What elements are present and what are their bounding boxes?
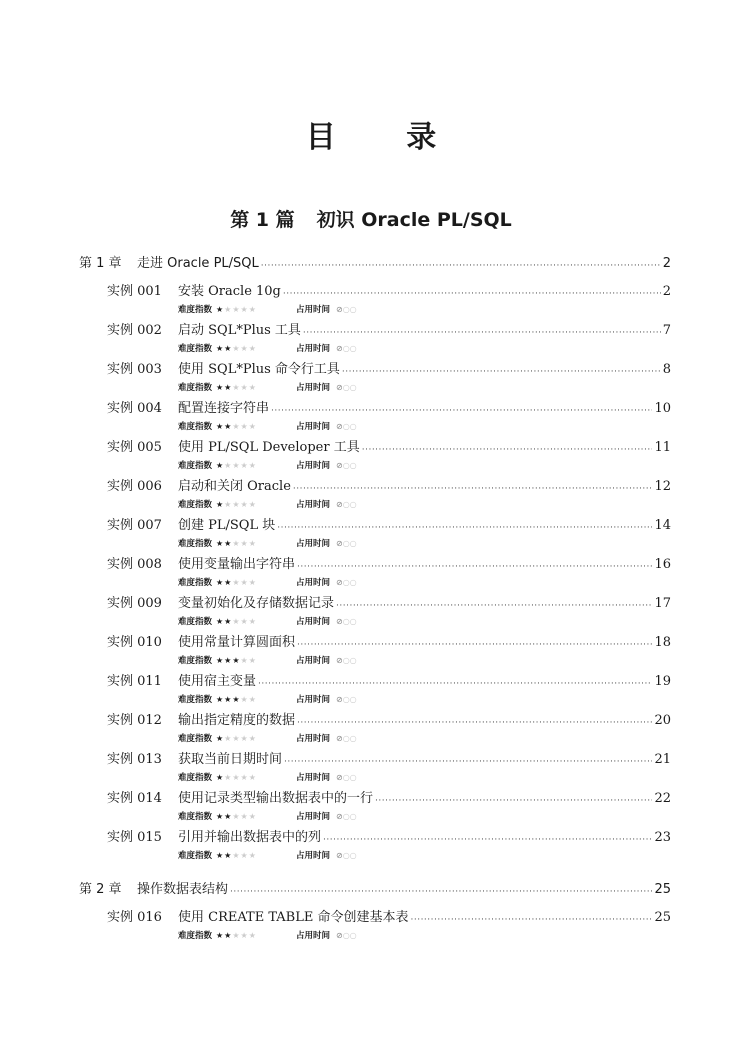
leader-dots <box>271 404 652 418</box>
difficulty-label: 难度指数 <box>178 305 213 315</box>
toc-example-entry[interactable] <box>107 790 671 808</box>
difficulty-stars <box>216 695 296 704</box>
toc-example-entry[interactable] <box>107 322 671 340</box>
toc-example-entry[interactable] <box>107 556 671 574</box>
star-icon: ★ <box>216 421 225 431</box>
clock-icon: ⊘○○ <box>336 850 357 860</box>
chapter-title: 走进 Oracle PL/SQL <box>137 256 259 271</box>
example-block <box>0 400 742 434</box>
star-icon: ★ <box>224 811 233 821</box>
difficulty-label: 难度指数 <box>178 734 213 744</box>
example-block <box>0 595 742 629</box>
example-block <box>0 634 742 668</box>
time-label: 占用时间 <box>296 539 331 549</box>
part-number: 第 1 篇 <box>230 209 295 231</box>
star-icon: ★ <box>224 343 233 353</box>
star-icon: ★ <box>240 421 249 431</box>
toc-example-entry[interactable] <box>107 361 671 379</box>
difficulty-label: 难度指数 <box>178 851 213 861</box>
star-icon: ★ <box>240 655 249 665</box>
star-icon: ★ <box>232 655 241 665</box>
difficulty-label: 难度指数 <box>178 461 213 471</box>
leader-dots <box>362 443 653 457</box>
clock-icon: ⊘○○ <box>336 421 357 431</box>
star-icon: ★ <box>248 694 257 704</box>
star-icon: ★ <box>232 772 241 782</box>
difficulty-label: 难度指数 <box>178 539 213 549</box>
clock-icon: ⊘○○ <box>336 733 357 743</box>
toc-example-entry[interactable] <box>107 673 671 691</box>
star-icon: ★ <box>232 460 241 470</box>
page-number: 19 <box>654 674 671 689</box>
example-block <box>0 439 742 473</box>
page-number: 16 <box>654 557 671 572</box>
chapter-number: 第 2 章 <box>79 882 122 897</box>
star-icon: ★ <box>232 304 241 314</box>
example-meta <box>178 379 742 395</box>
leader-dots <box>284 755 652 769</box>
example-number: 实例 010 <box>107 635 162 650</box>
star-icon: ★ <box>216 733 225 743</box>
star-icon: ★ <box>232 733 241 743</box>
time-label: 占用时间 <box>296 422 331 432</box>
chapter-title: 操作数据表结构 <box>137 882 229 897</box>
star-icon: ★ <box>232 343 241 353</box>
page-number: 23 <box>654 830 671 845</box>
example-meta <box>178 535 742 551</box>
time-label: 占用时间 <box>296 461 331 471</box>
star-icon: ★ <box>216 850 225 860</box>
star-icon: ★ <box>248 460 257 470</box>
star-icon: ★ <box>216 304 225 314</box>
example-title: 变量初始化及存储数据记录 <box>178 596 335 611</box>
star-icon: ★ <box>248 930 257 940</box>
example-number: 实例 009 <box>107 596 162 611</box>
star-icon: ★ <box>248 733 257 743</box>
star-icon: ★ <box>248 538 257 548</box>
star-icon: ★ <box>232 421 241 431</box>
toc-example-entry[interactable] <box>107 478 671 496</box>
page-number: 12 <box>654 479 671 494</box>
time-label: 占用时间 <box>296 851 331 861</box>
page-number: 22 <box>654 791 671 806</box>
toc-example-entry[interactable] <box>107 283 671 301</box>
page-number: 11 <box>654 440 671 455</box>
example-meta <box>178 574 742 590</box>
leader-dots <box>323 833 652 847</box>
star-icon: ★ <box>248 304 257 314</box>
star-icon: ★ <box>240 733 249 743</box>
star-icon: ★ <box>240 304 249 314</box>
star-icon: ★ <box>216 460 225 470</box>
time-label: 占用时间 <box>296 500 331 510</box>
example-number: 实例 001 <box>107 284 162 299</box>
star-icon: ★ <box>224 616 233 626</box>
star-icon: ★ <box>240 772 249 782</box>
part-name: 初识 Oracle PL/SQL <box>316 209 512 231</box>
toc-example-entry[interactable] <box>107 909 671 927</box>
toc-example-entry[interactable] <box>107 595 671 613</box>
chapter-block <box>0 877 742 943</box>
toc-example-entry[interactable] <box>107 517 671 535</box>
difficulty-label: 难度指数 <box>178 383 213 393</box>
time-label: 占用时间 <box>296 656 331 666</box>
difficulty-stars <box>216 734 296 743</box>
star-icon: ★ <box>224 655 233 665</box>
example-meta <box>178 496 742 512</box>
page-title: 目 录 <box>305 120 467 155</box>
example-number: 实例 013 <box>107 752 162 767</box>
page-number: 10 <box>654 401 671 416</box>
star-icon: ★ <box>248 499 257 509</box>
example-title: 输出指定精度的数据 <box>178 713 296 728</box>
difficulty-label: 难度指数 <box>178 656 213 666</box>
page-number: 18 <box>654 635 671 650</box>
star-icon: ★ <box>240 694 249 704</box>
toc-example-entry[interactable] <box>107 751 671 769</box>
example-meta <box>178 730 742 746</box>
example-meta <box>178 769 742 785</box>
star-icon: ★ <box>216 930 225 940</box>
leader-dots <box>303 326 661 340</box>
example-block <box>0 712 742 746</box>
star-icon: ★ <box>224 577 233 587</box>
star-icon: ★ <box>232 382 241 392</box>
example-title: 引用并输出数据表中的列 <box>178 830 322 845</box>
page-number: 2 <box>662 256 671 271</box>
difficulty-label: 难度指数 <box>178 578 213 588</box>
star-icon: ★ <box>248 343 257 353</box>
difficulty-stars <box>216 422 296 431</box>
star-icon: ★ <box>216 811 225 821</box>
difficulty-stars <box>216 773 296 782</box>
example-meta <box>178 301 742 317</box>
page-number: 2 <box>662 284 671 299</box>
star-icon: ★ <box>216 616 225 626</box>
example-block <box>0 517 742 551</box>
example-title: 配置连接字符串 <box>178 401 270 416</box>
example-block <box>0 909 742 943</box>
clock-icon: ⊘○○ <box>336 616 357 626</box>
star-icon: ★ <box>224 499 233 509</box>
example-title: 使用 PL/SQL Developer 工具 <box>178 440 360 455</box>
difficulty-stars <box>216 656 296 665</box>
leader-dots <box>230 885 652 899</box>
star-icon: ★ <box>240 343 249 353</box>
time-label: 占用时间 <box>296 773 331 783</box>
example-block <box>0 829 742 863</box>
clock-icon: ⊘○○ <box>336 811 357 821</box>
toc-chapter-entry[interactable] <box>79 251 671 273</box>
star-icon: ★ <box>224 304 233 314</box>
part-title <box>0 205 742 232</box>
star-icon: ★ <box>216 538 225 548</box>
example-number: 实例 011 <box>107 674 162 689</box>
example-title: 使用变量输出字符串 <box>178 557 296 572</box>
difficulty-label: 难度指数 <box>178 617 213 627</box>
star-icon: ★ <box>224 421 233 431</box>
star-icon: ★ <box>248 772 257 782</box>
leader-dots <box>297 638 652 652</box>
example-meta <box>178 418 742 434</box>
page-number: 25 <box>654 910 671 925</box>
star-icon: ★ <box>240 538 249 548</box>
example-title: 安装 Oracle 10g <box>178 284 281 299</box>
example-title: 使用 SQL*Plus 命令行工具 <box>178 362 340 377</box>
page-number: 20 <box>654 713 671 728</box>
example-number: 实例 005 <box>107 440 162 455</box>
table-of-contents <box>0 251 742 957</box>
difficulty-label: 难度指数 <box>178 931 213 941</box>
difficulty-stars <box>216 812 296 821</box>
leader-dots <box>258 677 652 691</box>
star-icon: ★ <box>240 577 249 587</box>
clock-icon: ⊘○○ <box>336 382 357 392</box>
leader-dots <box>283 287 661 301</box>
chapter-number: 第 1 章 <box>79 256 122 271</box>
star-icon: ★ <box>240 616 249 626</box>
star-icon: ★ <box>224 538 233 548</box>
star-icon: ★ <box>240 811 249 821</box>
star-icon: ★ <box>248 655 257 665</box>
star-icon: ★ <box>240 460 249 470</box>
page-number: 17 <box>654 596 671 611</box>
clock-icon: ⊘○○ <box>336 460 357 470</box>
time-label: 占用时间 <box>296 812 331 822</box>
leader-dots <box>261 259 661 273</box>
example-block <box>0 283 742 317</box>
toc-example-entry[interactable] <box>107 712 671 730</box>
time-label: 占用时间 <box>296 344 331 354</box>
star-icon: ★ <box>232 930 241 940</box>
page-number: 7 <box>662 323 671 338</box>
difficulty-stars <box>216 461 296 470</box>
page-number: 14 <box>654 518 671 533</box>
toc-example-entry[interactable] <box>107 634 671 652</box>
time-label: 占用时间 <box>296 383 331 393</box>
clock-icon: ⊘○○ <box>336 499 357 509</box>
example-title: 使用宿主变量 <box>178 674 257 689</box>
clock-icon: ⊘○○ <box>336 304 357 314</box>
leader-dots <box>293 482 653 496</box>
leader-dots <box>297 716 652 730</box>
example-meta <box>178 340 742 356</box>
difficulty-label: 难度指数 <box>178 773 213 783</box>
time-label: 占用时间 <box>296 695 331 705</box>
difficulty-stars <box>216 931 296 940</box>
example-number: 实例 006 <box>107 479 162 494</box>
toc-example-entry[interactable] <box>107 829 671 847</box>
toc-example-entry[interactable] <box>107 400 671 418</box>
star-icon: ★ <box>248 850 257 860</box>
star-icon: ★ <box>232 850 241 860</box>
star-icon: ★ <box>224 733 233 743</box>
example-title: 启动 SQL*Plus 工具 <box>178 323 301 338</box>
difficulty-stars <box>216 539 296 548</box>
star-icon: ★ <box>240 850 249 860</box>
difficulty-stars <box>216 305 296 314</box>
star-icon: ★ <box>248 616 257 626</box>
time-label: 占用时间 <box>296 617 331 627</box>
example-meta <box>178 457 742 473</box>
star-icon: ★ <box>240 382 249 392</box>
star-icon: ★ <box>232 694 241 704</box>
example-title: 使用常量计算圆面积 <box>178 635 296 650</box>
example-number: 实例 016 <box>107 910 162 925</box>
example-meta <box>178 613 742 629</box>
example-block <box>0 361 742 395</box>
difficulty-label: 难度指数 <box>178 344 213 354</box>
example-title: 创建 PL/SQL 块 <box>178 518 276 533</box>
page-number: 21 <box>654 752 671 767</box>
star-icon: ★ <box>248 811 257 821</box>
star-icon: ★ <box>216 694 225 704</box>
example-number: 实例 014 <box>107 791 162 806</box>
example-block <box>0 673 742 707</box>
star-icon: ★ <box>224 694 233 704</box>
star-icon: ★ <box>216 382 225 392</box>
star-icon: ★ <box>248 577 257 587</box>
difficulty-stars <box>216 344 296 353</box>
star-icon: ★ <box>224 930 233 940</box>
example-title: 使用 CREATE TABLE 命令创建基本表 <box>178 910 409 925</box>
star-icon: ★ <box>232 538 241 548</box>
star-icon: ★ <box>224 772 233 782</box>
example-meta <box>178 691 742 707</box>
difficulty-stars <box>216 383 296 392</box>
leader-dots <box>342 365 661 379</box>
leader-dots <box>277 521 652 535</box>
leader-dots <box>375 794 652 808</box>
star-icon: ★ <box>232 811 241 821</box>
time-label: 占用时间 <box>296 578 331 588</box>
star-icon: ★ <box>216 499 225 509</box>
difficulty-label: 难度指数 <box>178 422 213 432</box>
star-icon: ★ <box>240 499 249 509</box>
example-number: 实例 008 <box>107 557 162 572</box>
leader-dots <box>410 913 652 927</box>
example-block <box>0 322 742 356</box>
leader-dots <box>297 560 652 574</box>
example-number: 实例 007 <box>107 518 162 533</box>
clock-icon: ⊘○○ <box>336 930 357 940</box>
example-title: 启动和关闭 Oracle <box>178 479 291 494</box>
page-number: 8 <box>662 362 671 377</box>
star-icon: ★ <box>216 772 225 782</box>
example-meta <box>178 808 742 824</box>
difficulty-label: 难度指数 <box>178 695 213 705</box>
example-number: 实例 003 <box>107 362 162 377</box>
example-number: 实例 004 <box>107 401 162 416</box>
time-label: 占用时间 <box>296 734 331 744</box>
clock-icon: ⊘○○ <box>336 772 357 782</box>
star-icon: ★ <box>248 421 257 431</box>
star-icon: ★ <box>240 930 249 940</box>
example-meta <box>178 927 742 943</box>
example-number: 实例 002 <box>107 323 162 338</box>
example-meta <box>178 652 742 668</box>
example-title: 获取当前日期时间 <box>178 752 283 767</box>
star-icon: ★ <box>232 577 241 587</box>
page-number: 25 <box>654 882 671 897</box>
star-icon: ★ <box>232 499 241 509</box>
chapter-block <box>0 251 742 863</box>
difficulty-stars <box>216 578 296 587</box>
star-icon: ★ <box>216 343 225 353</box>
time-label: 占用时间 <box>296 931 331 941</box>
leader-dots <box>336 599 652 613</box>
toc-example-entry[interactable] <box>107 439 671 457</box>
difficulty-stars <box>216 617 296 626</box>
difficulty-stars <box>216 500 296 509</box>
difficulty-label: 难度指数 <box>178 812 213 822</box>
toc-chapter-entry[interactable] <box>79 877 671 899</box>
difficulty-stars <box>216 851 296 860</box>
clock-icon: ⊘○○ <box>336 577 357 587</box>
star-icon: ★ <box>216 655 225 665</box>
star-icon: ★ <box>224 850 233 860</box>
star-icon: ★ <box>224 460 233 470</box>
example-block <box>0 556 742 590</box>
clock-icon: ⊘○○ <box>336 655 357 665</box>
difficulty-label: 难度指数 <box>178 500 213 510</box>
example-number: 实例 015 <box>107 830 162 845</box>
clock-icon: ⊘○○ <box>336 538 357 548</box>
clock-icon: ⊘○○ <box>336 343 357 353</box>
star-icon: ★ <box>224 382 233 392</box>
star-icon: ★ <box>248 382 257 392</box>
star-icon: ★ <box>216 577 225 587</box>
example-block <box>0 751 742 785</box>
example-block <box>0 478 742 512</box>
example-meta <box>178 847 742 863</box>
time-label: 占用时间 <box>296 305 331 315</box>
example-title: 使用记录类型输出数据表中的一行 <box>178 791 374 806</box>
example-block <box>0 790 742 824</box>
clock-icon: ⊘○○ <box>336 694 357 704</box>
example-number: 实例 012 <box>107 713 162 728</box>
star-icon: ★ <box>232 616 241 626</box>
